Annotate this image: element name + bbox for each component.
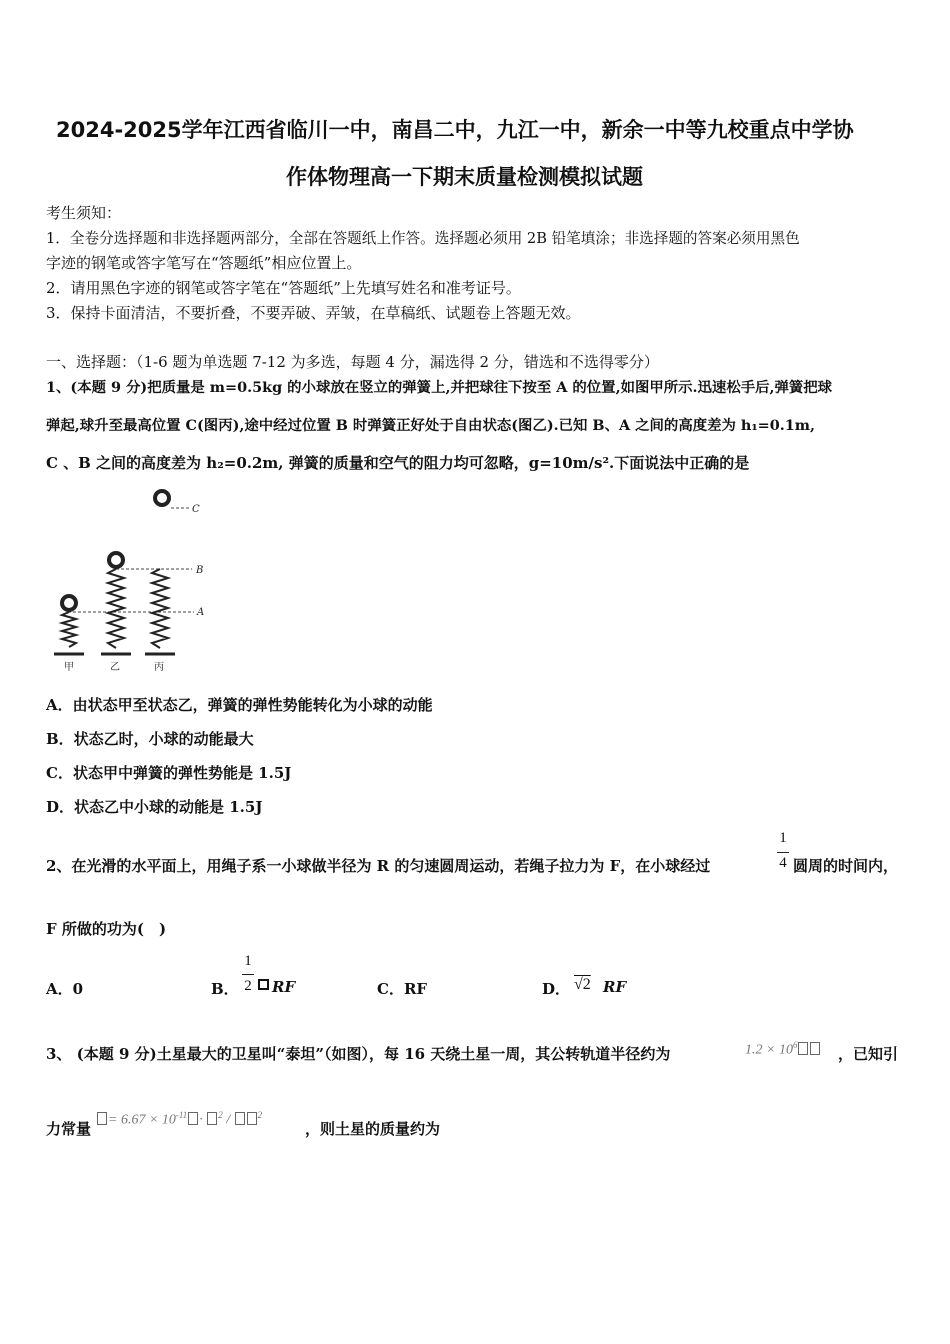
missing-glyph-icon <box>207 1112 217 1125</box>
q1-option-a: A．由状态甲至状态乙，弹簧的弹性势能转化为小球的动能 <box>46 696 433 714</box>
caption-bing: 丙 <box>154 662 164 673</box>
q3-line2-pre: 力常量 <box>46 1120 92 1138</box>
q3-stem-post: ，已知引 <box>838 1045 899 1063</box>
q2-option-d-tail: RF <box>603 978 627 996</box>
spring-jia-icon <box>54 594 84 654</box>
caption-yi: 乙 <box>110 662 120 673</box>
q2-option-d-root: √2 <box>574 976 591 993</box>
q2-option-b-label: B． <box>211 980 239 998</box>
q3-radius-exponent: 6 <box>792 1040 798 1050</box>
spring-yi-icon <box>101 551 131 654</box>
q3-line2-post: ，则土星的质量约为 <box>305 1120 441 1138</box>
q1-stem-line2: 弹起,球升至最高位置 C(图丙),途中经过位置 B 时弹簧正好处于自由状态(图乙).已知 B、A 之间的高度差为 h₁=0.1m, <box>46 417 815 434</box>
notice-item-1b: 字迹的钢笔或答字笔写在“答题纸”相应位置上。 <box>46 254 362 272</box>
section-heading: 一、选择题：（1-6 题为单选题 7-12 为多选，每题 4 分，漏选得 2 分，错选和不选得零分） <box>46 353 659 371</box>
q1-option-d: D．状态乙中小球的动能是 1.5J <box>46 798 263 816</box>
q3-radius-mantissa: 1.2 × 10 <box>745 1042 793 1058</box>
q3-stem-pre: 3、 (本题 9 分)土星最大的卫星叫“泰坦”（如图），每 16 天绕土星一周，其公转轨道半径约为 <box>46 1045 671 1063</box>
q2-fraction-denominator: 4 <box>779 855 787 871</box>
q2-option-c: C．RF <box>377 980 428 998</box>
q3-g-exponent: -11 <box>175 1110 188 1120</box>
document-title-line1: 2024-2025学年江西省临川一中，南昌二中，九江一中，新余一中等九校重点中学协 <box>56 118 854 142</box>
q1-option-b: B．状态乙时，小球的动能最大 <box>46 730 254 748</box>
q2-stem-pre: 2、在光滑的水平面上，用绳子系一小球做半径为 R 的匀速圆周运动，若绳子拉力为 F，在小球经过 <box>46 857 711 875</box>
q2-option-b-bar <box>242 974 254 975</box>
q3-gravitational-constant: = $6.67 \times 10^{-11} \cdot ^2 / ^2$ <box>96 1110 262 1129</box>
spring-figure <box>46 484 216 676</box>
q2-stem-line2: F 所做的功为( ) <box>46 920 167 938</box>
q2-fraction-numerator: 1 <box>779 830 787 846</box>
q1-stem-line1: 1、(本题 9 分)把质量是 m=0.5kg 的小球放在竖立的弹簧上,并把球往下按至 A 的位置,如图甲所示.迅速松手后,弹簧把球 <box>46 379 833 396</box>
notice-item-1a: 1．全卷分选择题和非选择题两部分，全部在答题纸上作答。选择题必须用 2B 铅笔填涂；非选择题的答案必须用黑色 <box>46 230 800 247</box>
q1-stem-line3: C 、B 之间的高度差为 h₂=0.2m, 弹簧的质量和空气的阻力均可忽略，g=10m/s².下面说法中正确的是 <box>46 454 750 472</box>
ball-c-icon <box>153 489 171 507</box>
q3-g-dot: · <box>199 1112 207 1128</box>
q1-option-c: C．状态甲中弹簧的弹性势能是 1.5J <box>46 764 292 782</box>
q2-option-b-numerator: 1 <box>244 953 252 969</box>
missing-glyph-icon <box>235 1112 245 1125</box>
q2-option-a: A．0 <box>46 980 84 998</box>
document-title-line2: 作体物理高一下期末质量检测模拟试题 <box>286 165 643 189</box>
q3-g-mantissa: = 6.67 × 10 <box>108 1112 176 1128</box>
q2-option-b-denominator: 2 <box>244 978 252 994</box>
missing-glyph-icon <box>97 1112 107 1125</box>
q2-fraction-bar <box>777 852 789 853</box>
missing-glyph-icon <box>258 979 269 990</box>
notice-item-2: 2．请用黑色字迹的钢笔或答字笔在“答题纸”上先填写姓名和准考证号。 <box>46 279 521 297</box>
q3-radius-value <box>745 1040 821 1059</box>
q2-option-d-label: D． <box>542 980 571 998</box>
q2-option-b-tail: RF <box>272 978 296 996</box>
q2-stem-post: 圆周的时间内， <box>793 857 899 875</box>
missing-glyph-icon <box>810 1042 820 1055</box>
label-a: A <box>197 607 205 618</box>
missing-glyph-icon <box>798 1042 808 1055</box>
missing-glyph-icon <box>247 1112 257 1125</box>
missing-glyph-icon <box>188 1112 198 1125</box>
label-b: B <box>196 565 204 576</box>
notice-heading: 考生须知： <box>46 204 122 222</box>
label-c: C <box>192 504 200 515</box>
caption-jia: 甲 <box>64 662 74 673</box>
notice-item-3: 3．保持卡面清洁，不要折叠，不要弄破、弄皱，在草稿纸、试题卷上答题无效。 <box>46 304 581 322</box>
